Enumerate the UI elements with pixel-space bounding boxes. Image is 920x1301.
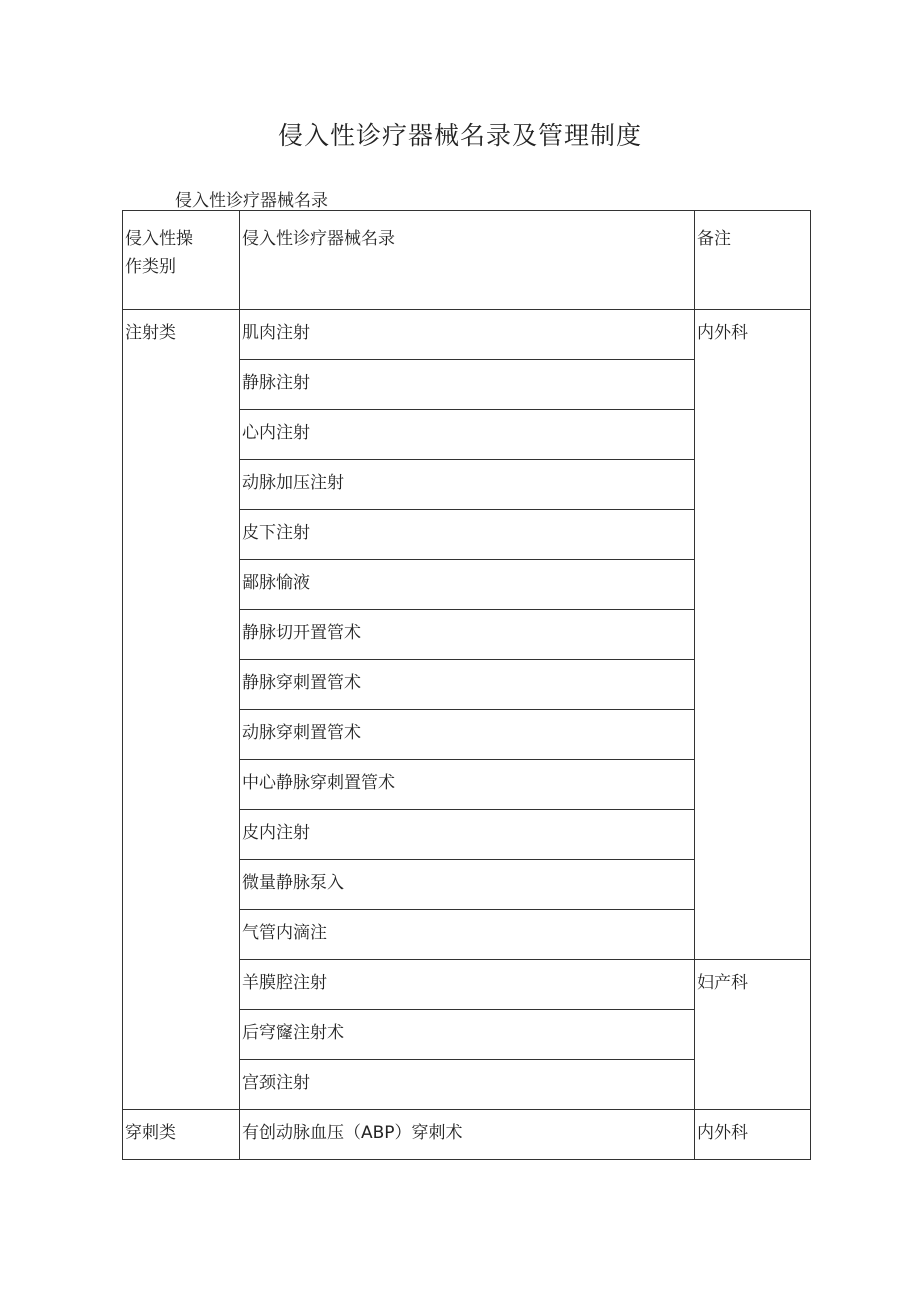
table-row <box>123 310 811 360</box>
category-cell <box>123 310 240 1110</box>
remark-label: 内外科 <box>697 1123 748 1143</box>
header-category-line1: 侵入性操 <box>125 229 193 249</box>
device-cell <box>240 660 695 710</box>
remark-cell <box>695 1110 811 1160</box>
device-cell <box>240 710 695 760</box>
device-label: 肌肉注射 <box>242 323 310 343</box>
device-cell <box>240 310 695 360</box>
remark-label: 妇产科 <box>697 973 748 993</box>
device-cell <box>240 360 695 410</box>
device-label: 静脉注射 <box>242 373 310 393</box>
device-label: 动脉加压注射 <box>242 473 344 493</box>
category-cell <box>123 1110 240 1160</box>
device-cell <box>240 960 695 1010</box>
device-cell <box>240 460 695 510</box>
device-label: 静脉切开置管术 <box>242 623 361 643</box>
device-cell <box>240 410 695 460</box>
category-label: 穿刺类 <box>125 1123 176 1143</box>
device-table <box>122 210 811 1160</box>
device-label: 气管内滴注 <box>242 923 327 943</box>
device-label: 静脉穿刺置管术 <box>242 673 361 693</box>
device-cell <box>240 610 695 660</box>
device-cell <box>240 860 695 910</box>
device-label: 有创动脉血压（ABP）穿刺术 <box>242 1123 463 1143</box>
device-label: 皮内注射 <box>242 823 310 843</box>
remark-label: 内外科 <box>697 323 748 343</box>
table-caption: 侵入性诊疗器械名录 <box>175 191 328 211</box>
device-label: 动脉穿刺置管术 <box>242 723 361 743</box>
device-cell <box>240 510 695 560</box>
device-cell <box>240 910 695 960</box>
remark-cell <box>695 310 811 960</box>
device-label: 羊膜腔注射 <box>242 973 327 993</box>
header-remark: 备注 <box>695 211 811 310</box>
remark-cell <box>695 960 811 1110</box>
device-label: 微量静脉泵入 <box>242 873 344 893</box>
table-header-row <box>123 211 811 310</box>
device-cell <box>240 810 695 860</box>
document-title: 侵入性诊疗器械名录及管理制度 <box>277 121 642 150</box>
header-category-line2: 作类别 <box>125 257 176 277</box>
table-row <box>123 1110 811 1160</box>
category-label: 注射类 <box>125 323 176 343</box>
device-cell <box>240 560 695 610</box>
device-label: 皮下注射 <box>242 523 310 543</box>
header-device: 侵入性诊疗器械名录 <box>240 211 695 310</box>
device-label: 中心静脉穿刺置管术 <box>242 773 395 793</box>
device-cell <box>240 1060 695 1110</box>
device-label: 宫颈注射 <box>242 1073 310 1093</box>
device-label: 鄙脉愉液 <box>242 573 310 593</box>
device-label: 心内注射 <box>242 423 310 443</box>
device-cell <box>240 760 695 810</box>
device-cell <box>240 1110 695 1160</box>
device-label: 后穹窿注射术 <box>242 1023 344 1043</box>
device-cell <box>240 1010 695 1060</box>
header-category <box>123 211 240 310</box>
